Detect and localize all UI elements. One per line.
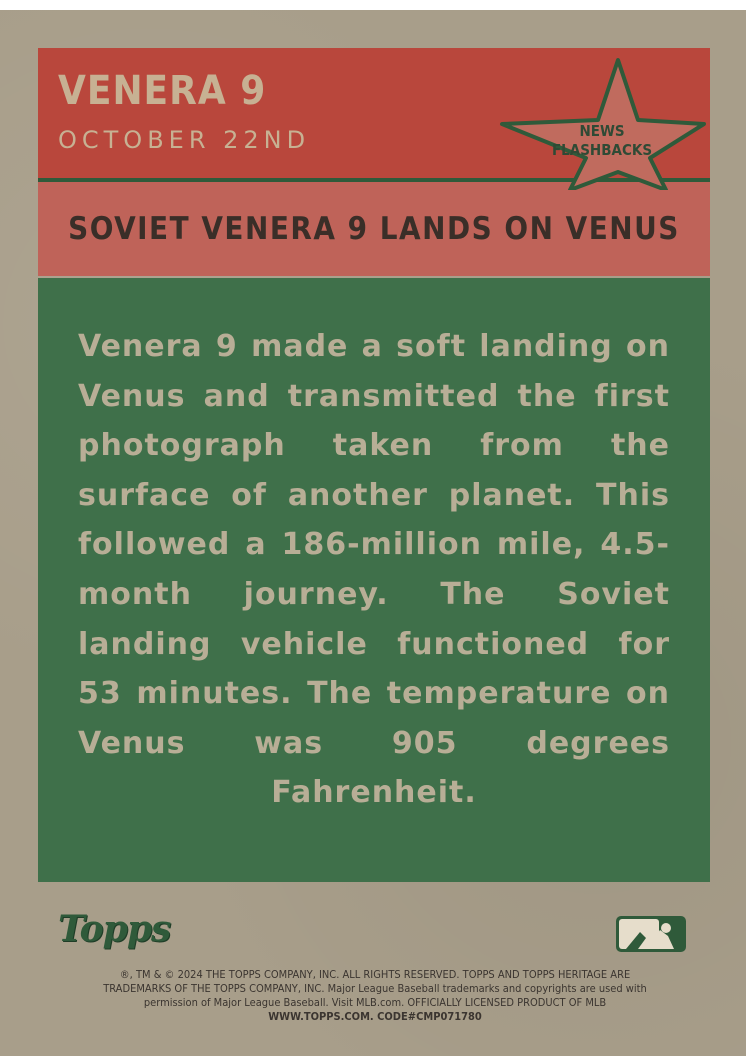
legal-line-1: ®, TM & © 2024 THE TOPPS COMPANY, INC. ALL RIGHTS RESERVED. TOPPS AND TOPPS HERITAGE ARE <box>119 968 631 981</box>
mlb-logo-icon <box>616 916 686 952</box>
body-text: Venera 9 made a soft landing on Venus and transmitted the first photograph taken from the surface of another planet. This followed a 186-million mile, 4.5-month journey. The Soviet landing vehicle functioned for 53 minutes. The temperature on Venus was 905 degrees Fahrenheit. <box>78 329 670 811</box>
legal-text <box>40 968 710 1024</box>
news-flashbacks-badge <box>530 122 674 160</box>
legal-line-4: WWW.TOPPS.COM. CODE#CMP071780 <box>268 1010 482 1023</box>
legal-line-3: permission of Major League Baseball. Visit MLB.com. OFFICIALLY LICENSED PRODUCT OF MLB <box>143 996 607 1009</box>
topps-logo: Topps <box>58 908 171 950</box>
headline: SOVIET VENERA 9 LANDS ON VENUS <box>68 211 680 247</box>
badge-line-2: FLASHBACKS <box>551 141 653 159</box>
legal-line-2: TRADEMARKS OF THE TOPPS COMPANY, INC. Major League Baseball trademarks and copyrights are used with <box>103 982 647 995</box>
body-panel <box>38 278 710 882</box>
event-date: OCTOBER 22ND <box>58 126 311 154</box>
badge-line-1: NEWS <box>579 122 625 140</box>
trading-card-back <box>0 10 746 1056</box>
headline-band <box>38 182 710 276</box>
card-title: VENERA 9 <box>58 68 267 114</box>
